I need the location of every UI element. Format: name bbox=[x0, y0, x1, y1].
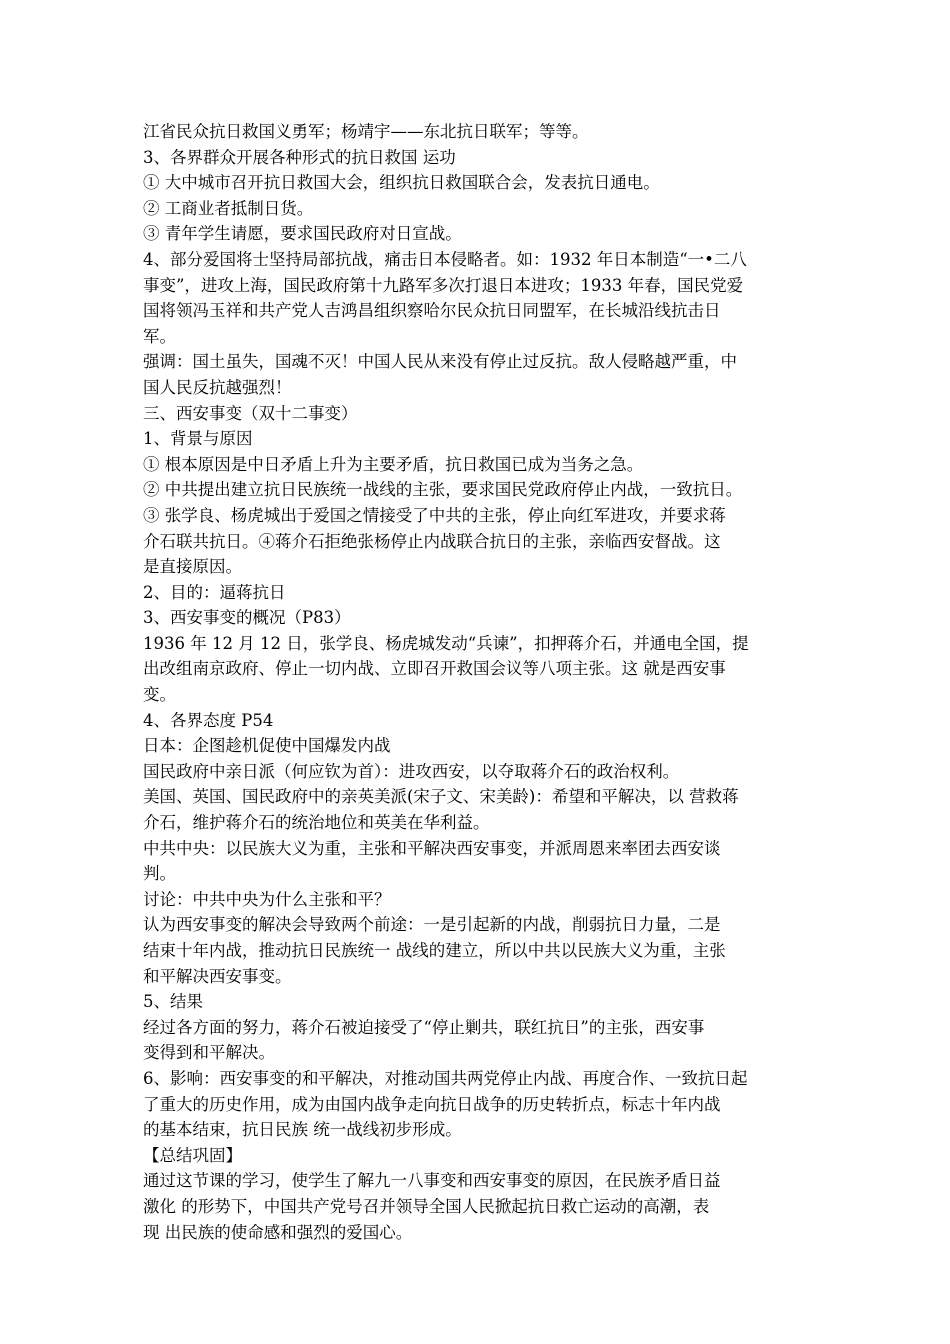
text-line: 6、影响：西安事变的和平解决，对推动国共两党停止内战、再度合作、一致抗日起 bbox=[143, 1068, 748, 1088]
text-line: 国人民反抗越强烈！ bbox=[143, 377, 292, 397]
text-line: 认为西安事变的解决会导致两个前途：一是引起新的内战，削弱抗日力量，二是 bbox=[143, 915, 721, 935]
text-line: 4、部分爱国将士坚持局部抗战，痛击日本侵略者。如：1932 年日本制造“一•二八 bbox=[143, 249, 747, 269]
text-line: 和平解决西安事变。 bbox=[143, 966, 292, 986]
text-line: ① 根本原因是中日矛盾上升为主要矛盾，抗日救国已成为当务之急。 bbox=[143, 454, 644, 474]
text-line: 三、西安事变（双十二事变） bbox=[143, 403, 358, 423]
text-line: 结束十年内战，推动抗日民族统一 战线的建立，所以中共以民族大义为重，主张 bbox=[143, 941, 726, 960]
text-line: ③ 张学良、杨虎城出于爱国之情接受了中共的主张，停止向红军进攻，并要求蒋 bbox=[143, 505, 726, 525]
text-line: 讨论：中共中央为什么主张和平？ bbox=[143, 889, 391, 909]
text-line: 变得到和平解决。 bbox=[143, 1043, 275, 1063]
text-line: ② 中共提出建立抗日民族统一战线的主张，要求国民党政府停止内战，一致抗日。 bbox=[143, 480, 743, 500]
text-line: 2、目的：逼蒋抗日 bbox=[143, 582, 286, 602]
text-line: 3、各界群众开展各种形式的抗日救国 运功 bbox=[143, 147, 456, 167]
text-line: 通过这节课的学习，使学生了解九一八事变和西安事变的原因，在民族矛盾日益 bbox=[143, 1171, 721, 1191]
text-line: 的基本结束，抗日民族 统一战线初步形成。 bbox=[143, 1120, 462, 1140]
text-line: 判。 bbox=[143, 864, 176, 884]
text-line: 1、背景与原因 bbox=[143, 429, 253, 449]
text-line: 国民政府中亲日派（何应钦为首）：进攻西安，以夺取蒋介石的政治权利。 bbox=[143, 761, 680, 781]
text-line: 介石联共抗日。④蒋介石拒绝张杨停止内战联合抗日的主张，亲临西安督战。这 bbox=[143, 531, 721, 551]
text-line: 军。 bbox=[143, 326, 176, 346]
text-line: ③ 青年学生请愿，要求国民政府对日宣战。 bbox=[143, 224, 462, 244]
text-line: 5、结果 bbox=[143, 992, 203, 1012]
document-page bbox=[143, 119, 823, 1245]
text-line: 激化 的形势下，中国共产党号召并领导全国人民掀起抗日救亡运动的高潮，表 bbox=[143, 1196, 710, 1216]
text-line: 4、各界态度 P54 bbox=[143, 710, 274, 730]
text-line: ② 工商业者抵制日货。 bbox=[143, 198, 314, 218]
text-line: 介石，维护蒋介石的统治地位和英美在华利益。 bbox=[143, 813, 490, 833]
text-line: 【总结巩固】 bbox=[143, 1145, 242, 1165]
text-line: 中共中央：以民族大义为重，主张和平解决西安事变，并派周恩来率团去西安谈 bbox=[143, 838, 721, 858]
text-line: 美国、英国、国民政府中的亲英美派(宋子文、宋美龄)：希望和平解决，以 营救蒋 bbox=[143, 787, 739, 807]
text-line: 变。 bbox=[143, 685, 176, 705]
text-line: 事变”，进攻上海，国民政府第十九路军多次打退日本进攻；1933 年春，国民党爱 bbox=[143, 275, 744, 295]
text-line: 国将领冯玉祥和共产党人吉鸿昌组织察哈尔民众抗日同盟军，在长城沿线抗击日 bbox=[143, 301, 721, 321]
text-line: 现 出民族的使命感和强烈的爱国心。 bbox=[143, 1222, 413, 1242]
text-line: 经过各方面的努力，蒋介石被迫接受了“停止剿共，联红抗日”的主张，西安事 bbox=[143, 1017, 705, 1037]
text-line: ① 大中城市召开抗日救国大会，组织抗日救国联合会，发表抗日通电。 bbox=[143, 173, 660, 193]
text-line: 日本：企图趁机促使中国爆发内战 bbox=[143, 736, 391, 756]
text-line: 3、西安事变的概况（P83） bbox=[143, 608, 351, 628]
text-line: 江省民众抗日救国义勇军；杨靖宇——东北抗日联军；等等。 bbox=[143, 122, 589, 141]
text-line: 强调：国土虽失，国魂不灭！中国人民从来没有停止过反抗。敌人侵略越严重，中 bbox=[143, 352, 737, 372]
text-line: 了重大的历史作用，成为由国内战争走向抗日战争的历史转折点，标志十年内战 bbox=[143, 1094, 721, 1114]
text-line: 1936 年 12 月 12 日，张学良、杨虎城发动“兵谏”，扣押蒋介石，并通电全国，提 bbox=[143, 633, 749, 653]
text-line: 是直接原因。 bbox=[143, 557, 242, 577]
text-line: 出改组南京政府、停止一切内战、立即召开救国会议等八项主张。这 就是西安事 bbox=[143, 659, 726, 679]
